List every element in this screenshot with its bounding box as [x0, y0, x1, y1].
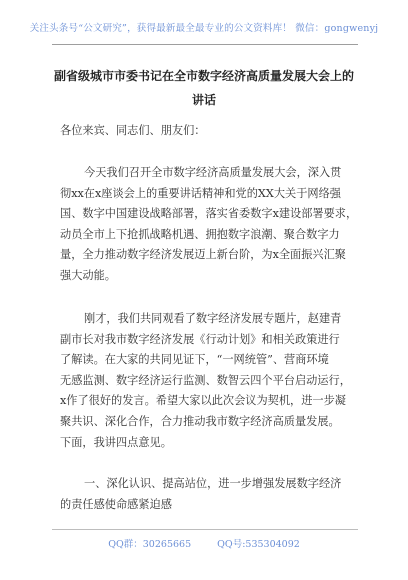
paragraph-1 [60, 163, 356, 287]
footer-qq-group: QQ群：30265665 [108, 539, 192, 550]
paragraph-line: 无感监测、数字经济运行监测、数智云四个平台启动运行， [60, 373, 351, 387]
salutation-block [60, 121, 356, 142]
paragraph-line: 强大动能。 [60, 268, 116, 282]
paragraph-line: x作了很好的发言。希望大家以此次会议为契机，进一步凝 [60, 394, 346, 408]
paragraph-line: 了解读。在大家的共同见证下，“一网统管”、营商环境 [60, 353, 329, 367]
paragraph-line: 副市长对我市数字经济发展《行动计划》和相关政策进行 [60, 332, 340, 346]
header-divider [52, 44, 358, 45]
header-promo-note: 关注头条号“公文研究”，获得最新最全最专业的公文资料库！ 微信：gongwenyj [29, 23, 379, 34]
footer-qq-number: QQ号:535304092 [217, 539, 300, 550]
paragraph-line: 聚共识、深化合作，合力推动我市数字经济高质量发展。 [60, 414, 340, 428]
paragraph-line: 刚才，我们共同观看了数字经济发展专题片，赵建青 [84, 312, 342, 325]
paragraph-line: 下面，我讲四点意见。 [60, 435, 172, 449]
document-title-line-2: 讲话 [191, 93, 216, 107]
section-heading-line: 的责任感使命感紧迫感 [60, 497, 172, 511]
paragraph-line: 量，全力推动数字经济发展迈上新台阶，为x全面振兴汇聚 [60, 248, 346, 262]
paragraph-3 [60, 474, 356, 515]
paragraph-line: 今天我们召开全市数字经济高质量发展大会，深入贯 [84, 166, 342, 179]
footer-contact [0, 536, 408, 550]
paragraph-line: 动员全市上下抢抓战略机遇、拥抱数字浪潮、聚合数字力 [60, 227, 340, 241]
salutation: 各位来宾、同志们、朋友们： [60, 124, 206, 137]
document-title-line-1: 副省级城市市委书记在全市数字经济高质量发展大会上的 [53, 69, 354, 83]
paragraph-line: 国、数字中国建设战略部署，落实省委数字x建设部署要求， [60, 207, 358, 221]
section-heading-line: 一、深化认识、提高站位，进一步增强发展数字经济 [84, 477, 342, 490]
paragraph-line: 彻xx在x座谈会上的重要讲话精神和党的XX大关于网络强 [60, 186, 341, 200]
paragraph-2 [60, 309, 356, 453]
footer-divider [52, 529, 358, 530]
